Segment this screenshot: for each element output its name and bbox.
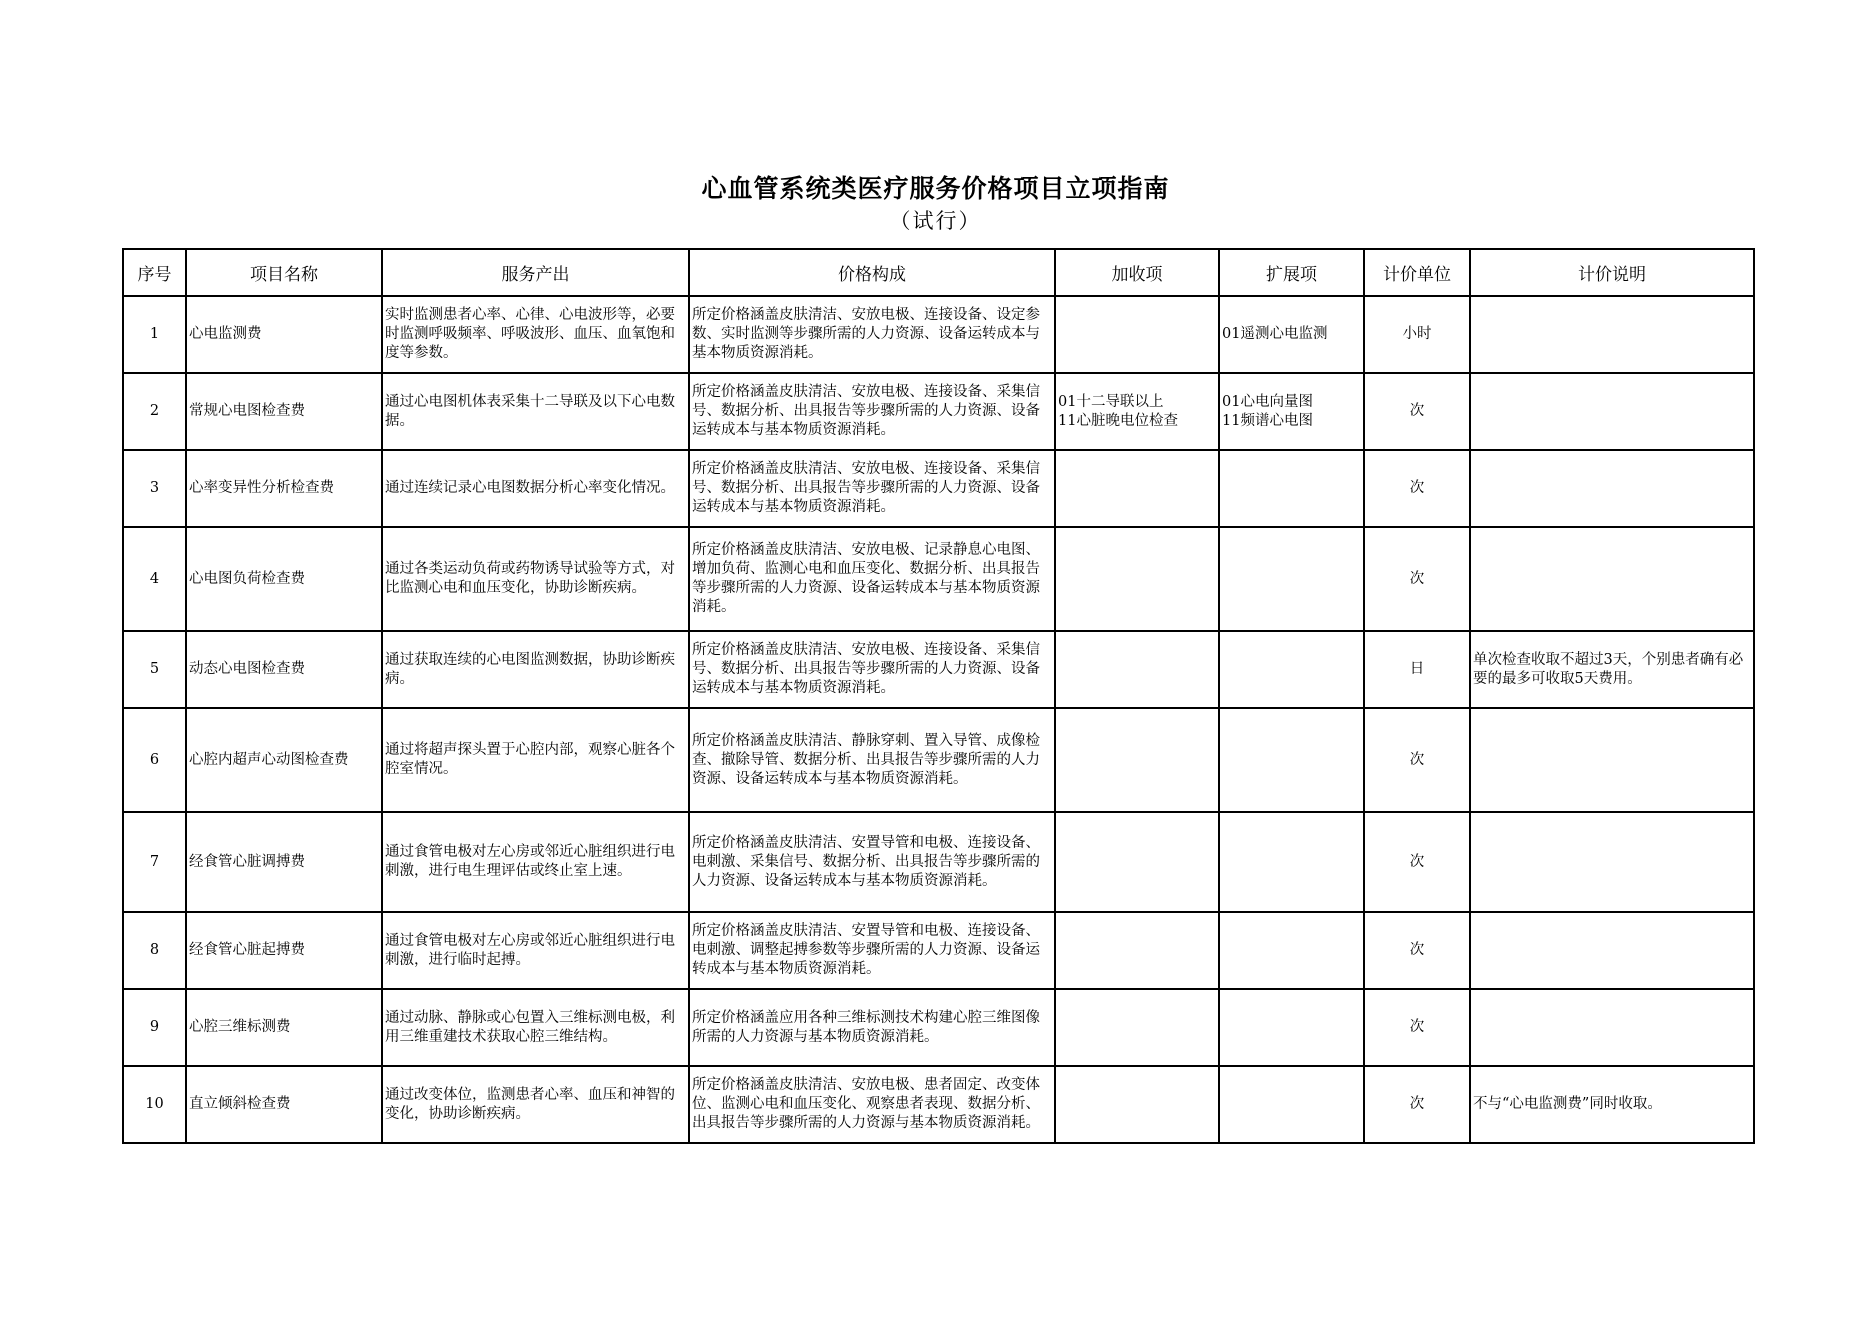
cell-note: 单次检查收取不超过3天，个别患者确有必要的最多可收取5天费用。 [1470, 631, 1754, 708]
header-no: 序号 [123, 249, 186, 296]
document-title: 心血管系统类医疗服务价格项目立项指南 [701, 174, 1170, 203]
table-row [123, 912, 1754, 989]
cell-unit: 小时 [1364, 296, 1470, 373]
table-row [123, 1066, 1754, 1143]
cell-unit: 次 [1364, 450, 1470, 527]
cell-surcharge [1055, 812, 1219, 912]
cell-unit: 次 [1364, 373, 1470, 450]
cell-extension [1219, 527, 1364, 631]
cell-note [1470, 912, 1754, 989]
cell-output: 实时监测患者心率、心律、心电波形等，必要时监测呼吸频率、呼吸波形、血压、血氧饱和度等参数。 [382, 296, 689, 373]
cell-price: 所定价格涵盖皮肤清洁、安放电极、连接设备、采集信号、数据分析、出具报告等步骤所需的人力资源、设备运转成本与基本物质资源消耗。 [689, 373, 1055, 450]
cell-output: 通过获取连续的心电图监测数据，协助诊断疾病。 [382, 631, 689, 708]
cell-surcharge: 01十二导联以上 11心脏晚电位检查 [1055, 373, 1219, 450]
cell-name: 经食管心脏起搏费 [186, 912, 382, 989]
cell-unit: 日 [1364, 631, 1470, 708]
cell-no: 2 [123, 373, 186, 450]
cell-no: 5 [123, 631, 186, 708]
cell-no: 1 [123, 296, 186, 373]
cell-price: 所定价格涵盖皮肤清洁、安放电极、记录静息心电图、增加负荷、监测心电和血压变化、数据分析、出具报告等步骤所需的人力资源、设备运转成本与基本物质资源消耗。 [689, 527, 1055, 631]
cell-price: 所定价格涵盖皮肤清洁、静脉穿刺、置入导管、成像检查、撤除导管、数据分析、出具报告等步骤所需的人力资源、设备运转成本与基本物质资源消耗。 [689, 708, 1055, 812]
price-item-table [122, 248, 1755, 1144]
header-output: 服务产出 [382, 249, 689, 296]
document-subtitle: （试行） [889, 209, 982, 233]
cell-name: 动态心电图检查费 [186, 631, 382, 708]
cell-unit: 次 [1364, 912, 1470, 989]
table-header-row [123, 249, 1754, 296]
cell-output: 通过食管电极对左心房或邻近心脏组织进行电刺激，进行临时起搏。 [382, 912, 689, 989]
cell-price: 所定价格涵盖皮肤清洁、安放电极、连接设备、采集信号、数据分析、出具报告等步骤所需的人力资源、设备运转成本与基本物质资源消耗。 [689, 450, 1055, 527]
header-note: 计价说明 [1470, 249, 1754, 296]
cell-name: 心电图负荷检查费 [186, 527, 382, 631]
cell-extension: 01心电向量图 11频谱心电图 [1219, 373, 1364, 450]
cell-note [1470, 989, 1754, 1066]
header-extension: 扩展项 [1219, 249, 1364, 296]
table-row [123, 373, 1754, 450]
cell-unit: 次 [1364, 812, 1470, 912]
cell-no: 3 [123, 450, 186, 527]
cell-price: 所定价格涵盖应用各种三维标测技术构建心腔三维图像所需的人力资源与基本物质资源消耗。 [689, 989, 1055, 1066]
table-row [123, 989, 1754, 1066]
cell-no: 10 [123, 1066, 186, 1143]
cell-note: 不与“心电监测费”同时收取。 [1470, 1066, 1754, 1143]
cell-surcharge [1055, 527, 1219, 631]
cell-price: 所定价格涵盖皮肤清洁、安放电极、连接设备、采集信号、数据分析、出具报告等步骤所需的人力资源、设备运转成本与基本物质资源消耗。 [689, 631, 1055, 708]
table-row [123, 812, 1754, 912]
table-row [123, 527, 1754, 631]
cell-extension [1219, 708, 1364, 812]
cell-output: 通过食管电极对左心房或邻近心脏组织进行电刺激，进行电生理评估或终止室上速。 [382, 812, 689, 912]
cell-note [1470, 527, 1754, 631]
cell-note [1470, 373, 1754, 450]
cell-surcharge [1055, 296, 1219, 373]
cell-unit: 次 [1364, 527, 1470, 631]
cell-unit: 次 [1364, 1066, 1470, 1143]
header-price: 价格构成 [689, 249, 1055, 296]
cell-output: 通过各类运动负荷或药物诱导试验等方式，对比监测心电和血压变化，协助诊断疾病。 [382, 527, 689, 631]
cell-surcharge [1055, 450, 1219, 527]
cell-price: 所定价格涵盖皮肤清洁、安放电极、患者固定、改变体位、监测心电和血压变化、观察患者表现、数据分析、出具报告等步骤所需的人力资源与基本物质资源消耗。 [689, 1066, 1055, 1143]
header-unit: 计价单位 [1364, 249, 1470, 296]
table-row [123, 631, 1754, 708]
cell-name: 经食管心脏调搏费 [186, 812, 382, 912]
cell-extension [1219, 989, 1364, 1066]
cell-name: 心电监测费 [186, 296, 382, 373]
cell-name: 直立倾斜检查费 [186, 1066, 382, 1143]
cell-note [1470, 812, 1754, 912]
cell-output: 通过连续记录心电图数据分析心率变化情况。 [382, 450, 689, 527]
cell-price: 所定价格涵盖皮肤清洁、安置导管和电极、连接设备、电刺激、调整起搏参数等步骤所需的人力资源、设备运转成本与基本物质资源消耗。 [689, 912, 1055, 989]
cell-unit: 次 [1364, 708, 1470, 812]
cell-extension [1219, 812, 1364, 912]
header-surcharge: 加收项 [1055, 249, 1219, 296]
table-row [123, 708, 1754, 812]
cell-extension [1219, 631, 1364, 708]
cell-extension: 01遥测心电监测 [1219, 296, 1364, 373]
cell-surcharge [1055, 912, 1219, 989]
header-name: 项目名称 [186, 249, 382, 296]
cell-name: 心腔内超声心动图检查费 [186, 708, 382, 812]
cell-output: 通过心电图机体表采集十二导联及以下心电数据。 [382, 373, 689, 450]
cell-extension [1219, 912, 1364, 989]
cell-note [1470, 708, 1754, 812]
cell-unit: 次 [1364, 989, 1470, 1066]
cell-surcharge [1055, 1066, 1219, 1143]
cell-name: 常规心电图检查费 [186, 373, 382, 450]
cell-output: 通过改变体位，监测患者心率、血压和神智的变化，协助诊断疾病。 [382, 1066, 689, 1143]
cell-surcharge [1055, 631, 1219, 708]
cell-no: 4 [123, 527, 186, 631]
cell-surcharge [1055, 708, 1219, 812]
cell-no: 9 [123, 989, 186, 1066]
cell-no: 7 [123, 812, 186, 912]
cell-no: 6 [123, 708, 186, 812]
cell-no: 8 [123, 912, 186, 989]
cell-extension [1219, 450, 1364, 527]
cell-output: 通过动脉、静脉或心包置入三维标测电极，利用三维重建技术获取心腔三维结构。 [382, 989, 689, 1066]
cell-note [1470, 450, 1754, 527]
cell-note [1470, 296, 1754, 373]
cell-name: 心腔三维标测费 [186, 989, 382, 1066]
cell-output: 通过将超声探头置于心腔内部，观察心脏各个腔室情况。 [382, 708, 689, 812]
table-row [123, 450, 1754, 527]
cell-name: 心率变异性分析检查费 [186, 450, 382, 527]
cell-price: 所定价格涵盖皮肤清洁、安置导管和电极、连接设备、电刺激、采集信号、数据分析、出具报告等步骤所需的人力资源、设备运转成本与基本物质资源消耗。 [689, 812, 1055, 912]
cell-extension [1219, 1066, 1364, 1143]
table-row [123, 296, 1754, 373]
cell-surcharge [1055, 989, 1219, 1066]
cell-price: 所定价格涵盖皮肤清洁、安放电极、连接设备、设定参数、实时监测等步骤所需的人力资源、设备运转成本与基本物质资源消耗。 [689, 296, 1055, 373]
